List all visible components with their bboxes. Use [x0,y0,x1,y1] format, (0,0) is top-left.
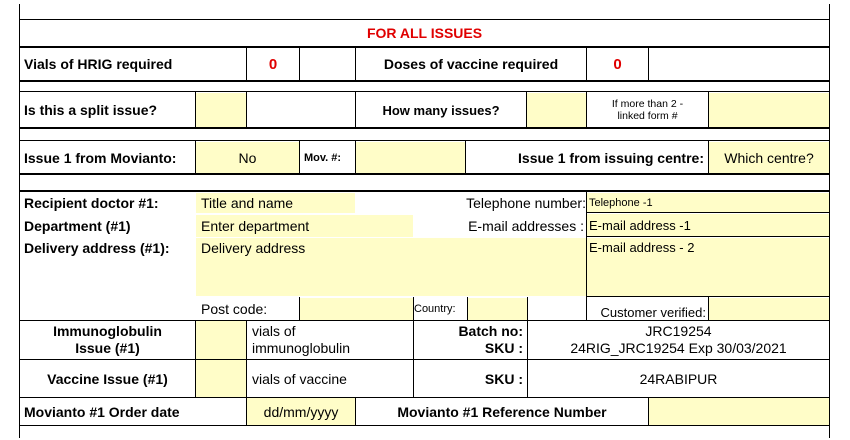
vaccine-unit: vials of vaccine [252,370,347,387]
linked-form-field[interactable] [709,93,829,127]
vaccine-doses-label: Doses of vaccine required [383,56,559,72]
immunoglobulin-unit-line1: vials of [252,323,296,339]
immunoglobulin-sku-label: SKU : [484,340,523,356]
split-issue-field[interactable] [196,93,246,127]
immunoglobulin-unit [252,321,412,359]
immunoglobulin-label-line1: Immunoglobulin [53,323,162,339]
split-issue-label: Is this a split issue? [24,102,158,118]
postcode-field[interactable] [300,298,413,320]
email-1-field[interactable]: E-mail address -1 [587,214,829,237]
mov-number-field[interactable] [356,142,465,173]
immunoglobulin-qty-field[interactable] [196,321,246,359]
issuing-centre-dropdown[interactable]: Which centre? [709,142,829,173]
issuing-centre-label: Issue 1 from issuing centre: [518,149,704,166]
movianto-issue-dropdown[interactable]: No [196,142,299,173]
batch-sku-labels [414,321,523,359]
batch-label: Batch no: [458,323,523,339]
reference-number-label: Movianto #1 Reference Number [397,403,607,420]
batch-sku-values[interactable] [528,321,829,359]
telephone-field[interactable]: Telephone -1 [587,193,829,213]
recipient-doctor-field[interactable]: Title and name [196,193,355,213]
hrig-vials-value[interactable]: 0 [268,55,278,73]
immunoglobulin-issue-label [20,321,195,359]
linked-form-label-line1: If more than 2 - [611,98,684,110]
country-label: Country: [414,303,456,315]
vaccine-doses-value[interactable]: 0 [613,55,622,73]
department-label: Department (#1) [24,218,131,234]
department-field[interactable]: Enter department [196,215,413,237]
hrig-vials-label: Vials of HRIG required [24,56,173,72]
country-field[interactable] [468,298,527,320]
delivery-address-field[interactable]: Delivery address [196,238,586,296]
vaccine-sku-label: SKU : [484,370,523,387]
reference-number-field[interactable] [649,398,829,425]
immunoglobulin-label-line2: Issue (#1) [75,340,140,356]
email-label: E-mail addresses : [468,218,584,234]
immunoglobulin-unit-line2: immunoglobulin [252,340,351,356]
vaccine-sku-value[interactable]: 24RABIPUR [639,370,718,387]
order-date-field[interactable]: dd/mm/yyyy [247,398,355,425]
delivery-address-label: Delivery address (#1): [24,240,170,256]
customer-verified-label: Customer verified: [600,304,706,320]
movianto-issue-label: Issue 1 from Movianto: [24,149,177,166]
how-many-issues-label: How many issues? [382,102,500,118]
linked-form-label [587,93,708,127]
vaccine-issue-label: Vaccine Issue (#1) [47,370,168,387]
mov-number-label: Mov. #: [304,151,342,164]
customer-verified-field[interactable] [709,298,829,320]
linked-form-label-line2: linked form # [617,110,678,122]
postcode-label: Post code: [201,301,268,317]
vaccine-qty-field[interactable] [196,360,246,397]
section-title: FOR ALL ISSUES [366,25,483,41]
email-2-field[interactable]: E-mail address - 2 [587,238,829,297]
recipient-doctor-label: Recipient doctor #1: [24,195,159,211]
immunoglobulin-sku-value: 24RIG_JRC19254 Exp 30/03/2021 [570,340,787,356]
telephone-label: Telephone number: [466,195,586,211]
batch-value: JRC19254 [645,323,712,339]
how-many-issues-field[interactable] [527,93,586,127]
order-date-label: Movianto #1 Order date [24,403,180,420]
